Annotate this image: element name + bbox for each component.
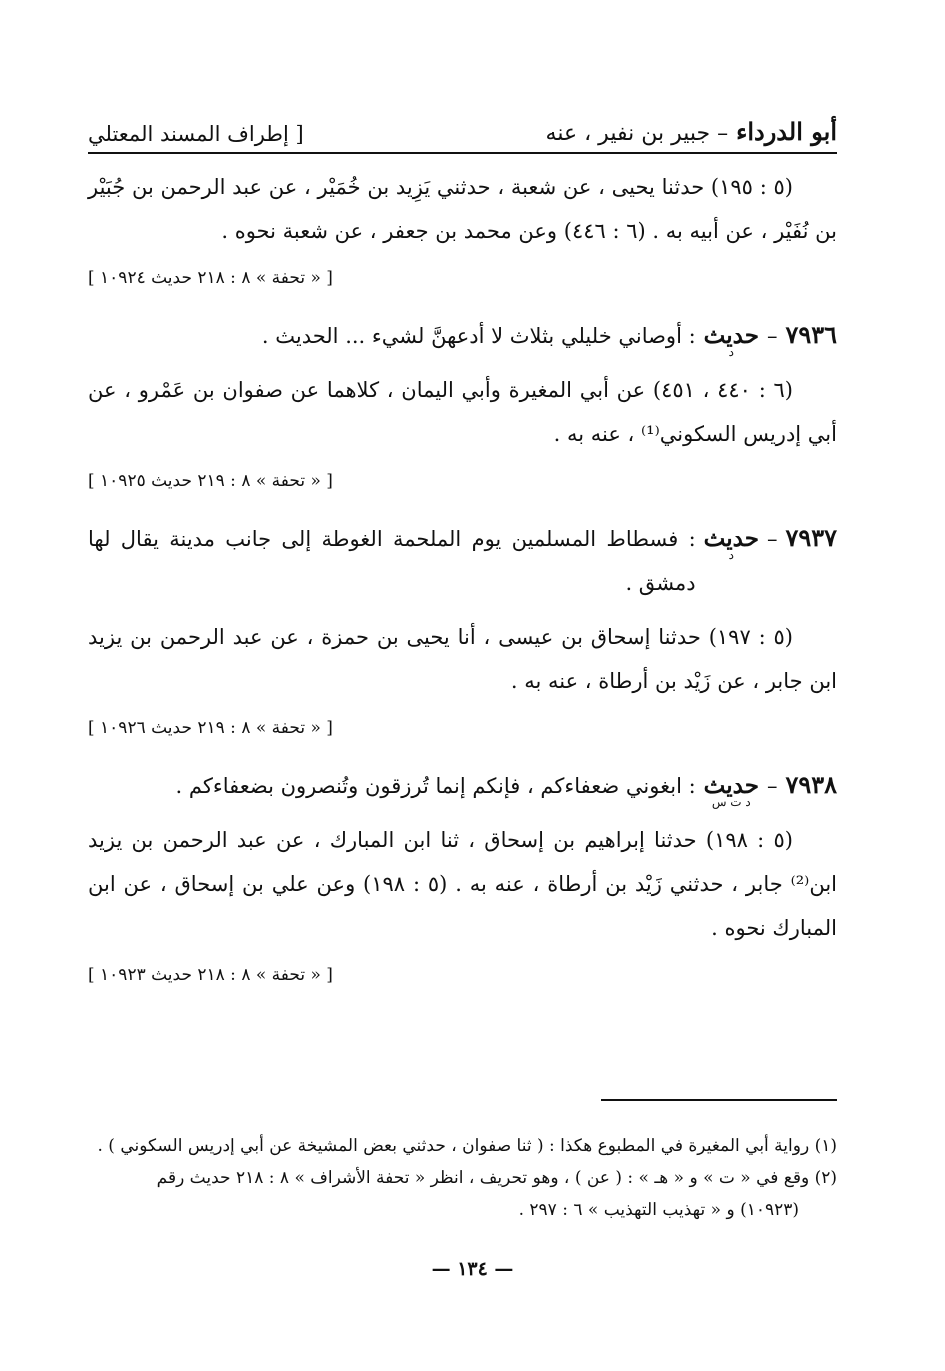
hadith-heading: ٧٩٣٦ – حديث د : أوصاني خليلي بثلاث لا أدعهنَّ لشيء ... الحديث .	[88, 313, 837, 358]
tuhfa-reference: [ « تحفة » ٨ : ٢١٩ حديث ١٠٩٢٥ ]	[88, 471, 333, 491]
tuhfa-reference: [ « تحفة » ٨ : ٢١٩ حديث ١٠٩٢٦ ]	[88, 718, 333, 738]
footnote-divider	[601, 1099, 837, 1101]
isnad-paragraph: (٥ : ١٩٧) حدثنا إسحاق بن عيسى ، أنا يحيى بن حمزة ، عن عبد الرحمن بن يزيد ابن جابر ، عن زَيْد بن أرطاة ، عنه به .	[88, 625, 837, 693]
source-symbol: د	[728, 548, 734, 562]
footnotes	[88, 1130, 837, 1226]
hadith-text: : ابغوني ضعفاءكم ، فإنكم إنما تُرزقون وتُنصرون بضعفاءكم .	[175, 774, 696, 798]
source-symbol: د ت س	[711, 795, 751, 809]
isnad-paragraph: (٥ : ١٩٨) حدثنا إبراهيم بن إسحاق ، ثنا ابن المبارك ، عن عبد الرحمن بن يزيد ابن⁽²⁾ جابر ، حدثني زَيْد بن أرطاة ، عنه به . (٥ : ١٩٨) وعن علي بن إسحاق ، عن ابن المبارك نحوه .	[88, 828, 837, 940]
tuhfa-reference: [ « تحفة » ٨ : ٢١٨ حديث ١٠٩٢٣ ]	[88, 965, 333, 985]
hadith-keyword: حديث د	[704, 517, 759, 561]
footnote-2: (٢) وقع في « ت » و « هـ » : ( عن ) ، وهو تحريف ، انظر « تحفة الأشراف » ٨ : ٢١٨ حديث رقم	[156, 1168, 837, 1188]
main-text	[88, 165, 837, 1010]
header-chapter-title	[546, 117, 837, 146]
running-header	[88, 106, 837, 146]
hadith-number: ٧٩٣٦	[785, 320, 837, 349]
header-companion-name: أبو الدرداء	[736, 117, 837, 146]
page-number: — ١٣٤ —	[431, 1258, 514, 1280]
hadith-keyword: حديث د	[704, 314, 759, 358]
header-divider	[88, 152, 837, 154]
source-symbol: د	[728, 345, 734, 359]
hadith-number: ٧٩٣٨	[785, 770, 837, 799]
hadith-number: ٧٩٣٧	[785, 523, 837, 552]
footnote-2-continued: (١٠٩٢٣) و « تهذيب التهذيب » ٦ : ٢٩٧ .	[518, 1200, 799, 1220]
isnad-paragraph: (٥ : ١٩٥) حدثنا يحيى ، عن شعبة ، حدثني يَزِيد بن خُمَيْر ، عن عبد الرحمن بن جُبَيْر بن نُفَيْر ، عن أبيه به . (٦ : ٤٤٦) وعن محمد بن جعفر ، عن شعبة نحوه .	[88, 175, 837, 243]
tuhfa-reference: [ « تحفة » ٨ : ٢١٨ حديث ١٠٩٢٤ ]	[88, 268, 333, 288]
footnote-1: (١) رواية أبي المغيرة في المطبوع هكذا : ( ثنا صفوان ، حدثني بعض المشيخة عن أبي إدريس السكوني ) .	[97, 1136, 837, 1156]
header-book-title: [ إطراف المسند المعتلي	[88, 122, 304, 146]
hadith-heading: ٧٩٣٧ – حديث د : فسطاط المسلمين يوم الملحمة الغوطة إلى جانب مدينة يقال لها دمشق .	[88, 516, 837, 605]
hadith-text: : أوصاني خليلي بثلاث لا أدعهنَّ لشيء ... الحديث .	[261, 324, 696, 348]
isnad-paragraph: (٦ : ٤٤٠ ، ٤٥١) عن أبي المغيرة وأبي اليمان ، كلاهما عن صفوان بن عَمْرو ، عن أبي إدريس السكوني⁽¹⁾ ، عنه به .	[88, 378, 837, 446]
header-narrator-chain: – جبير بن نفير ، عنه	[545, 121, 729, 146]
hadith-keyword: حديث د ت س	[704, 764, 759, 808]
hadith-heading: ٧٩٣٨ – حديث د ت س : ابغوني ضعفاءكم ، فإنكم إنما تُرزقون وتُنصرون بضعفاءكم .	[88, 763, 837, 808]
hadith-text: : فسطاط المسلمين يوم الملحمة الغوطة إلى جانب مدينة يقال لها دمشق .	[88, 527, 696, 595]
